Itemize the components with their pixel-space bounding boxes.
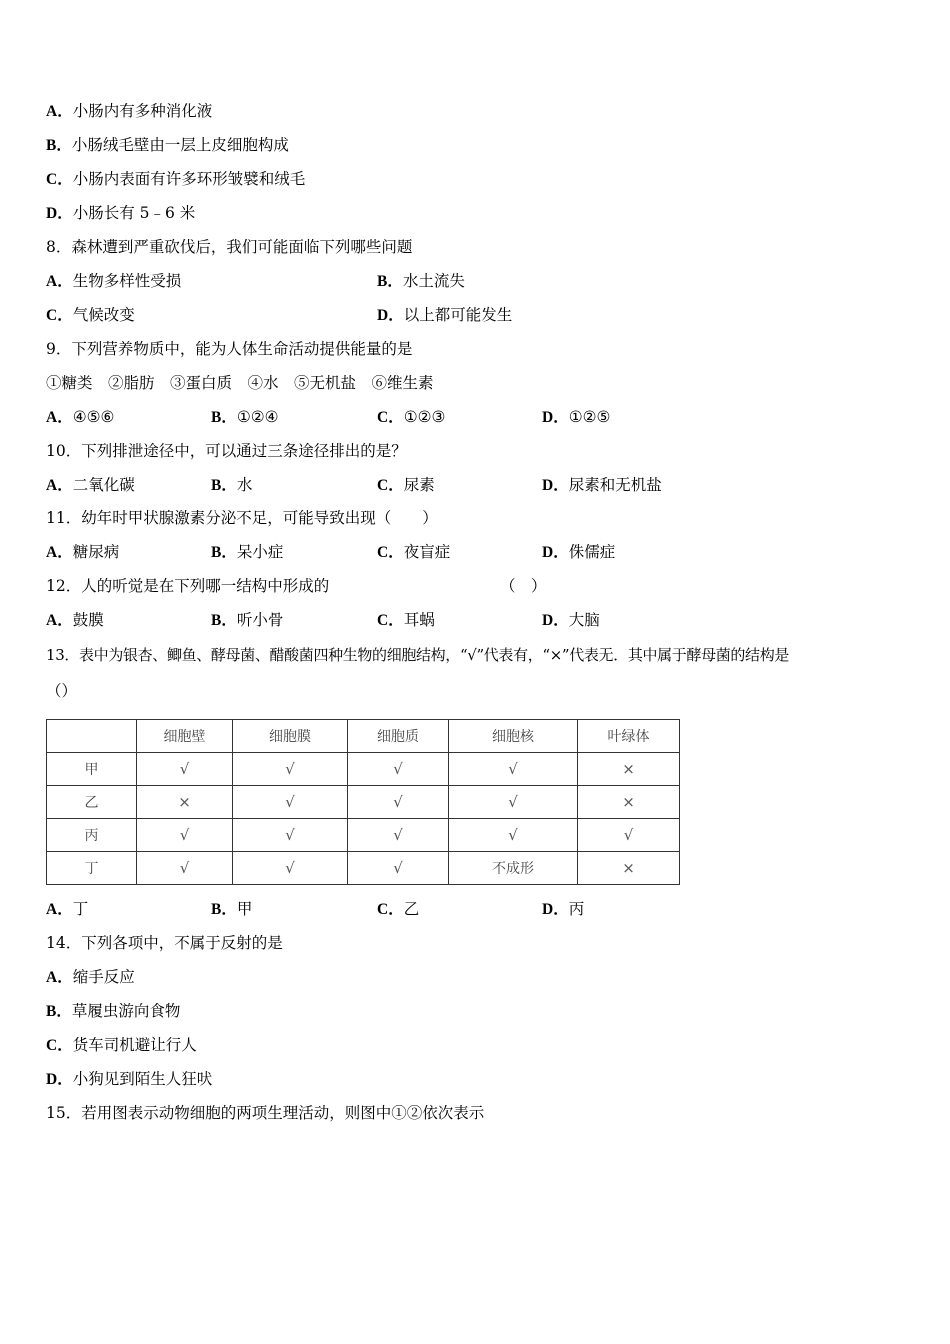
- table-cell: ×: [137, 786, 233, 819]
- table-cell: √: [348, 753, 449, 786]
- q11-option-c: C．夜盲症: [377, 543, 451, 561]
- q7-option-a: A．小肠内有多种消化液: [46, 102, 213, 120]
- q14-option-d: D．小狗见到陌生人狂吠: [46, 1070, 213, 1088]
- q8-stem: 8．森林遭到严重砍伐后，我们可能面临下列哪些问题: [46, 238, 413, 256]
- row-label: 丙: [47, 819, 137, 852]
- table-header-cell: 细胞膜: [233, 720, 348, 753]
- table-cell: √: [233, 753, 348, 786]
- q9-option-d: D．①②⑤: [542, 408, 611, 426]
- table-cell: ×: [578, 753, 680, 786]
- table-header-cell: 细胞质: [348, 720, 449, 753]
- row-label: 甲: [47, 753, 137, 786]
- q9-option-a: A．④⑤⑥: [46, 408, 115, 426]
- cell-structure-table: [46, 719, 680, 885]
- table-header-cell: 细胞壁: [137, 720, 233, 753]
- table-cell: ×: [578, 786, 680, 819]
- q13-stem: 13．表中为银杏、鲫鱼、酵母菌、醋酸菌四种生物的细胞结构，“√”代表有，“×”代表无．其中属于酵母菌的结构是: [46, 646, 789, 664]
- q12-stem: 12．人的听觉是在下列哪一结构中形成的: [46, 577, 330, 595]
- table-cell: √: [449, 753, 578, 786]
- q7-option-d: D．小肠长有 5﹣6 米: [46, 204, 196, 222]
- q13-option-a: A．丁: [46, 900, 89, 918]
- q7-option-c: C．小肠内表面有许多环形皱襞和绒毛: [46, 170, 306, 188]
- q12-blank: （ ）: [500, 577, 547, 595]
- table-cell: ×: [578, 852, 680, 885]
- table-cell: √: [137, 819, 233, 852]
- table-cell: √: [449, 786, 578, 819]
- q12-option-c: C．耳蜗: [377, 611, 435, 629]
- q14-option-c: C．货车司机避让行人: [46, 1036, 197, 1054]
- q11-option-b: B．呆小症: [211, 543, 284, 561]
- table-cell: √: [348, 786, 449, 819]
- q14-option-b: B．草履虫游向食物: [46, 1002, 181, 1020]
- q11-stem: 11．幼年时甲状腺激素分泌不足，可能导致出现（ ）: [46, 509, 438, 527]
- q10-option-b: B．水: [211, 476, 253, 494]
- q8-option-b: B．水土流失: [377, 272, 465, 290]
- q15-stem: 15．若用图表示动物细胞的两项生理活动，则图中①②依次表示: [46, 1104, 485, 1122]
- table-cell: √: [578, 819, 680, 852]
- q11-option-d: D．侏儒症: [542, 543, 616, 561]
- table-cell: √: [137, 753, 233, 786]
- table-header-cell: 细胞核: [449, 720, 578, 753]
- q9-items: ①糖类 ②脂肪 ③蛋白质 ④水 ⑤无机盐 ⑥维生素: [46, 374, 434, 392]
- table-row: [47, 852, 680, 885]
- q10-option-c: C．尿素: [377, 476, 435, 494]
- q7-option-b: B．小肠绒毛壁由一层上皮细胞构成: [46, 136, 289, 154]
- table-cell: √: [233, 786, 348, 819]
- table-row: [47, 753, 680, 786]
- table-cell: √: [233, 819, 348, 852]
- table-cell: √: [449, 819, 578, 852]
- table-cell: √: [348, 819, 449, 852]
- q13-option-b: B．甲: [211, 900, 253, 918]
- table-cell: √: [233, 852, 348, 885]
- q8-option-d: D．以上都可能发生: [377, 306, 513, 324]
- table-header-cell: 叶绿体: [578, 720, 680, 753]
- q12-option-d: D．大脑: [542, 611, 600, 629]
- q10-option-d: D．尿素和无机盐: [542, 476, 662, 494]
- q13-option-d: D．丙: [542, 900, 585, 918]
- q10-stem: 10．下列排泄途径中，可以通过三条途径排出的是？: [46, 442, 407, 460]
- table-header-cell: [47, 720, 137, 753]
- table-cell: √: [348, 852, 449, 885]
- q13-option-c: C．乙: [377, 900, 420, 918]
- q10-option-a: A．二氧化碳: [46, 476, 135, 494]
- q12-option-a: A．鼓膜: [46, 611, 104, 629]
- q13-blank: （）: [46, 682, 78, 700]
- table-cell: 不成形: [449, 852, 578, 885]
- row-label: 乙: [47, 786, 137, 819]
- q12-option-b: B．听小骨: [211, 611, 284, 629]
- q9-option-b: B．①②④: [211, 408, 279, 426]
- table-cell: √: [137, 852, 233, 885]
- q8-option-c: C．气候改变: [46, 306, 135, 324]
- q9-option-c: C．①②③: [377, 408, 446, 426]
- q11-option-a: A．糖尿病: [46, 543, 120, 561]
- q9-stem: 9．下列营养物质中，能为人体生命活动提供能量的是: [46, 340, 413, 358]
- q14-option-a: A．缩手反应: [46, 968, 135, 986]
- table-row: [47, 819, 680, 852]
- q8-option-a: A．生物多样性受损: [46, 272, 182, 290]
- row-label: 丁: [47, 852, 137, 885]
- q14-stem: 14．下列各项中，不属于反射的是: [46, 934, 283, 952]
- table-row: [47, 786, 680, 819]
- table-header-row: [47, 720, 680, 753]
